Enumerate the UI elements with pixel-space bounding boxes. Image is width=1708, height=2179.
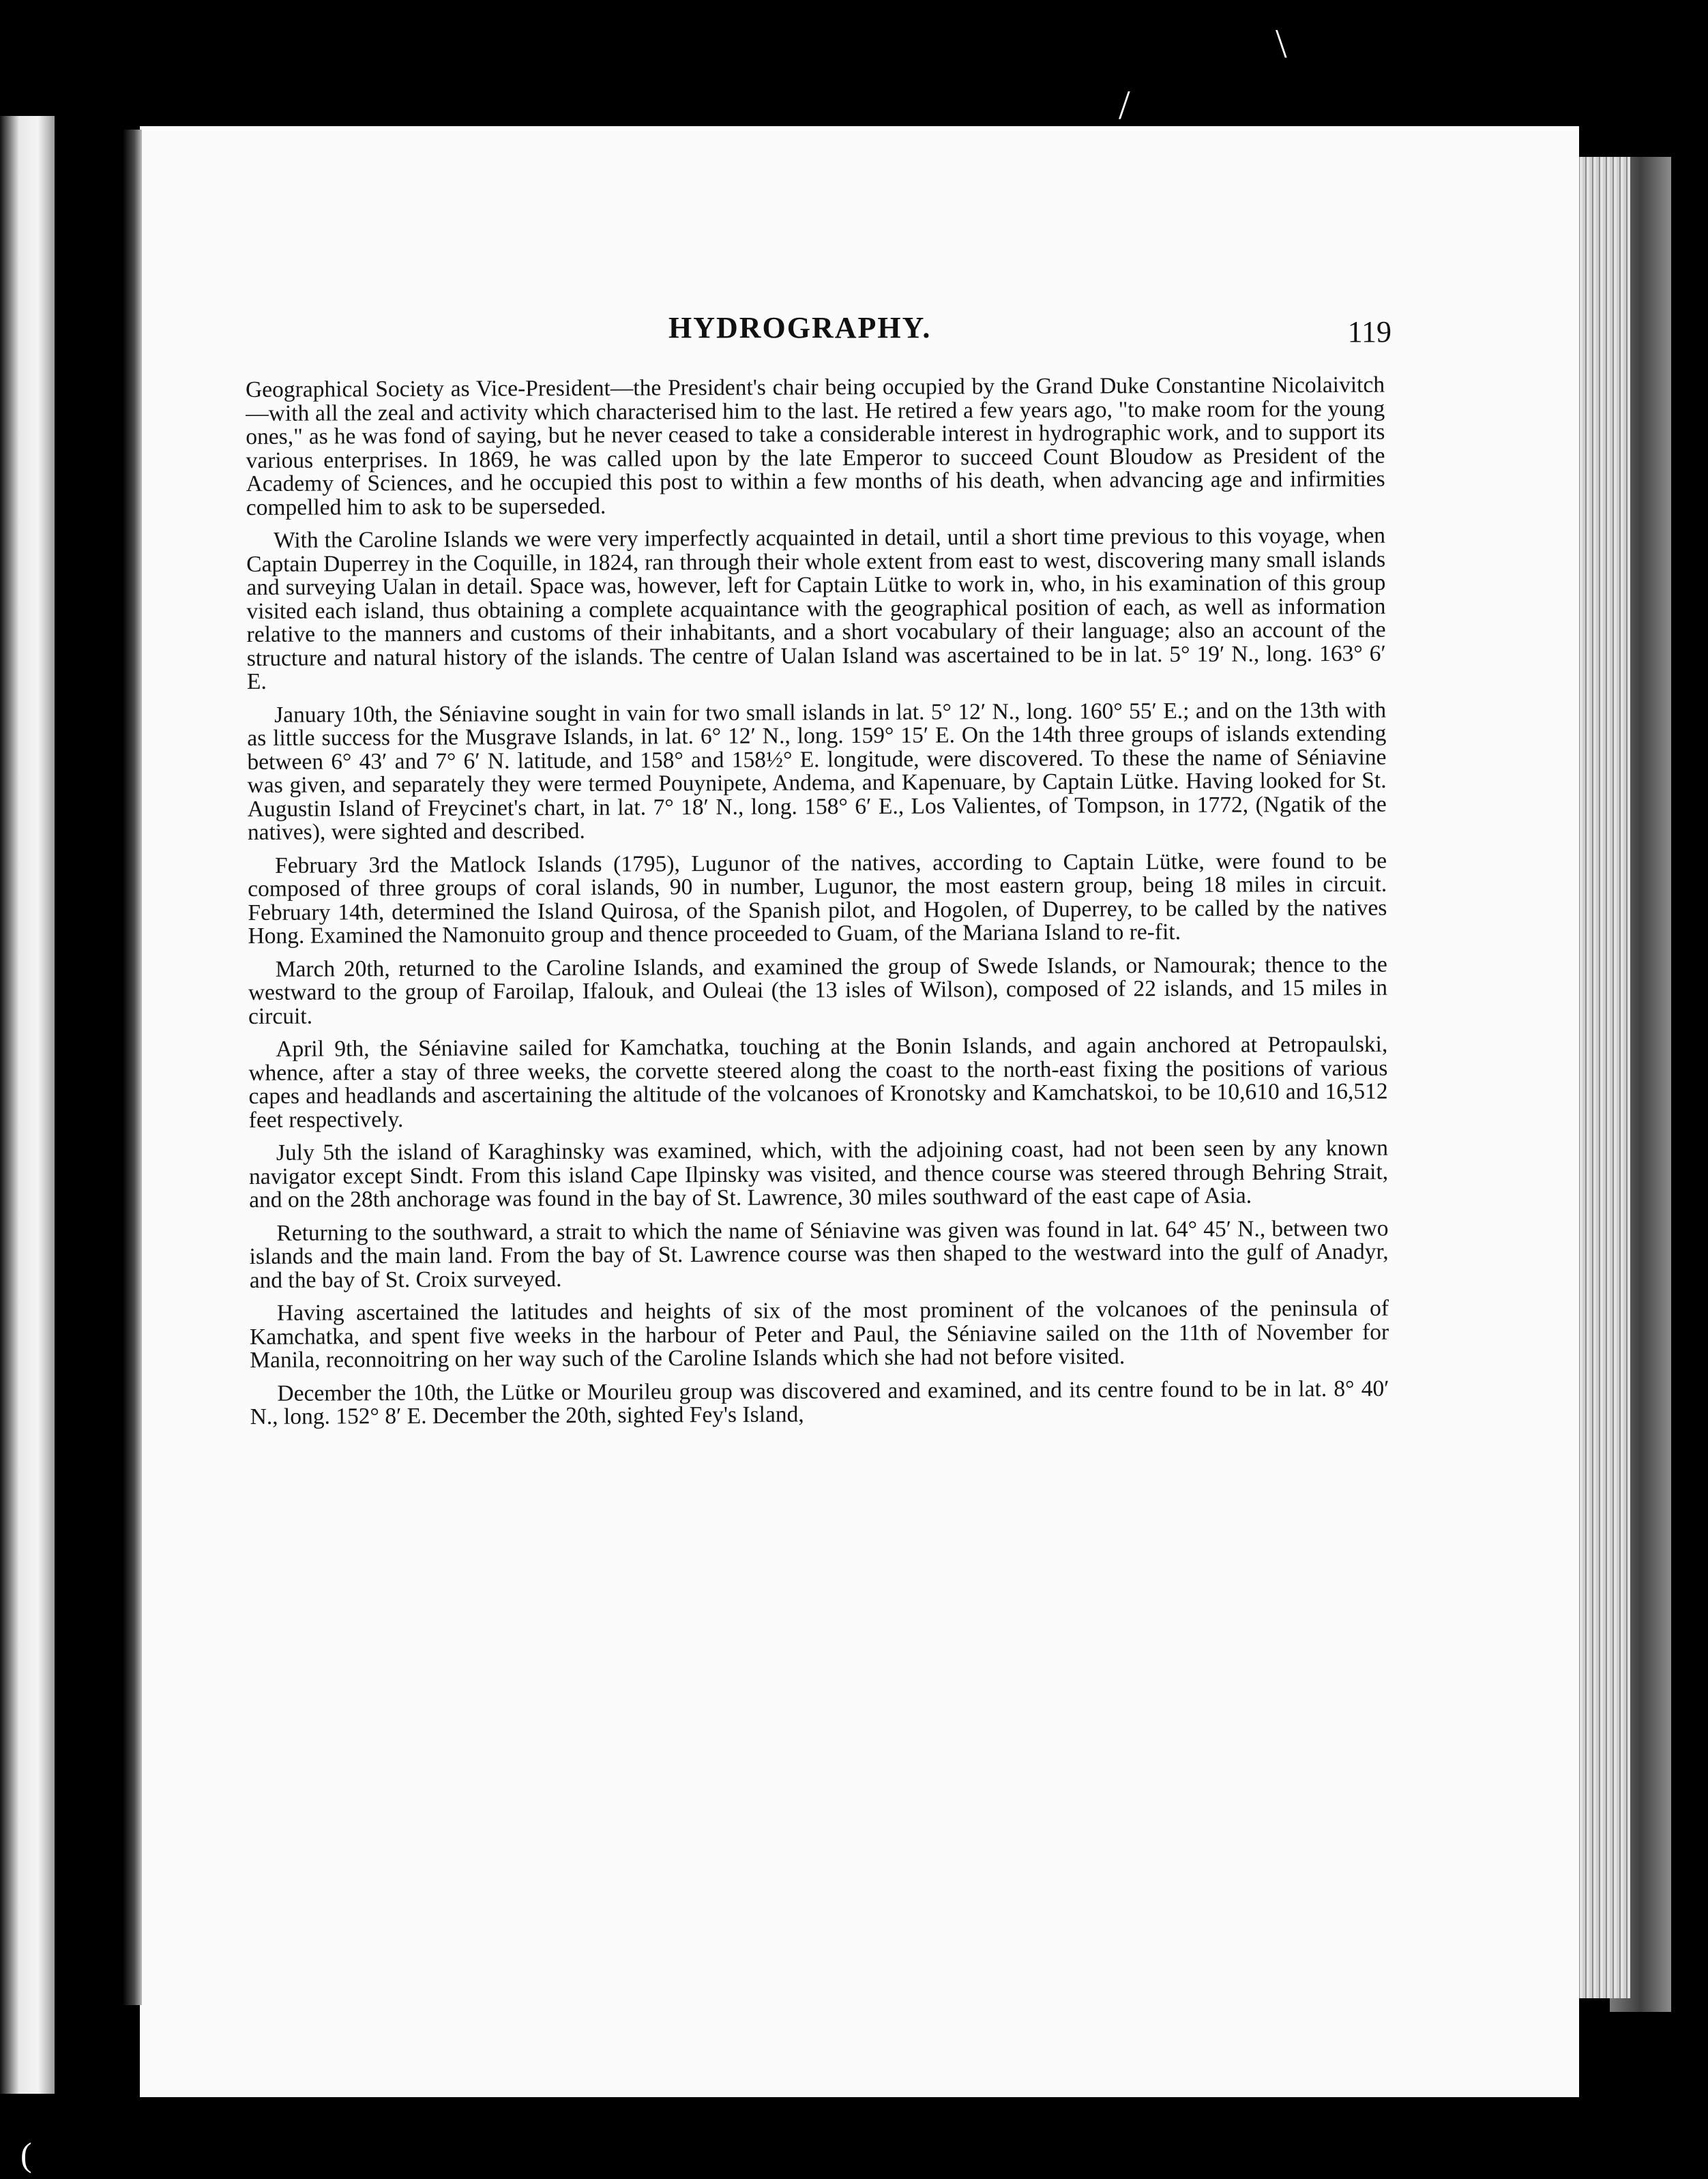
paragraph: February 3rd the Matlock Islands (1795), Lugunor of the natives, according to Captain Lütke, were found to be composed of three groups of coral islands, 90 in number, Lugunor, the most eastern group, being 18 miles in circuit. February 14th, determined the Island Quirosa, of the Spanish pilot, and Hogolen, of Duperrey, to be called by the natives Hong. Examined the Namonuito group and thence proceeded to Guam, of the Mariana Island to re-fit.	[248, 848, 1387, 949]
scan-speck: \	[1276, 21, 1287, 66]
page-header	[246, 310, 1392, 358]
paragraph: December the 10th, the Lütke or Mourileu group was discovered and examined, and its centre found to be in lat. 8° 40′ N., long. 152° 8′ E. December the 20th, sighted Fey's Island,	[250, 1376, 1389, 1429]
running-title: HYDROGRAPHY.	[668, 311, 932, 344]
left-page-edge	[0, 116, 55, 2094]
body-text	[246, 374, 1389, 1439]
gutter-shadow	[123, 130, 142, 2005]
paragraph: With the Caroline Islands we were very imperfectly acquainted in detail, until a short time previous to this voyage, when Captain Duperrey in the Coquille, in 1824, ran through their whole extent from east to west, discovering many small islands and surveying Ualan in detail. Space was, however, left for Captain Lütke to work in, who, in his examination of this group visited each island, thus obtaining a complete acquaintance with the geographical position of each, as well as information relative to the manners and customs of their inhabitants, and a short vocabulary of their language; also an account of the structure and natural history of the islands. The centre of Ualan Island was ascertained to be in lat. 5° 19′ N., long. 163° 6′ E.	[246, 522, 1386, 694]
page-number: 119	[1347, 315, 1392, 349]
paragraph: April 9th, the Séniavine sailed for Kamchatka, touching at the Bonin Islands, and again anchored at Petropaulski, whence, after a stay of three weeks, the corvette steered along the coast to the north-east fixing the positions of various capes and headlands and ascertaining the altitude of the volcanoes of Kronotsky and Kamchatskoi, to be 10,610 and 16,512 feet respectively.	[248, 1031, 1388, 1133]
paragraph: Returning to the southward, a strait to which the name of Séniavine was given was found in lat. 64° 45′ N., between two islands and the main land. From the bay of St. Lawrence course was then shaped to the westward into the gulf of Anadyr, and the bay of St. Croix surveyed.	[249, 1215, 1389, 1293]
paragraph: July 5th the island of Karaghinsky was examined, which, with the adjoining coast, had not been seen by any known navigator except Sindt. From this island Cape Ilpinsky was visited, and thence course was steered through Behring Strait, and on the 28th anchorage was found in the bay of St. Lawrence, 30 miles southward of the east cape of Asia.	[249, 1135, 1389, 1213]
paragraph: Geographical Society as Vice-President—the President's chair being occupied by the Grand Duke Constantine Nicolaivitch—with all the zeal and activity which characterised him to the last. He retired a few years ago, "to make room for the young ones," as he was fond of saying, but he never ceased to take a considerable interest in hydrographic work, and to support its various enterprises. In 1869, he was called upon by the late Emperor to succeed Count Bloudow as President of the Academy of Sciences, and he occupied this post to within a few months of his death, when advancing age and infirmities compelled him to ask to be superseded.	[245, 372, 1385, 520]
paragraph: Having ascertained the latitudes and heights of six of the most prominent of the volcanoes of the peninsula of Kamchatka, and spent five weeks in the harbour of Peter and Paul, the Séniavine sailed on the 11th of November for Manila, reconnoitring on her way such of the Caroline Islands which she had not before visited.	[250, 1295, 1389, 1373]
scan-speck: /	[1119, 83, 1130, 128]
paragraph: March 20th, returned to the Caroline Islands, and examined the group of Swede Islands, or Namourak; thence to the westward to the group of Faroilap, Ifalouk, and Ouleai (the 13 isles of Wilson), composed of 22 islands, and 15 miles in circuit.	[248, 951, 1387, 1029]
paragraph: January 10th, the Séniavine sought in vain for two small islands in lat. 5° 12′ N., long. 160° 55′ E.; and on the 13th with as little success for the Musgrave Islands, in lat. 6° 12′ N., long. 159° 15′ E. On the 14th three groups of islands extending between 6° 43′ and 7° 6′ N. latitude, and 158° and 158½° E. longitude, were discovered. To these the name of Séniavine was given, and separately they were termed Pouynipete, Andema, and Kapenuare, by Captain Lütke. Having looked for St. Augustin Island of Freycinet's chart, in lat. 7° 18′ N., long. 158° 6′ E., Los Valientes, of Tompson, in 1772, (Ngatik of the natives), were sighted and described.	[247, 697, 1387, 845]
scan-speck: (	[20, 2135, 32, 2174]
